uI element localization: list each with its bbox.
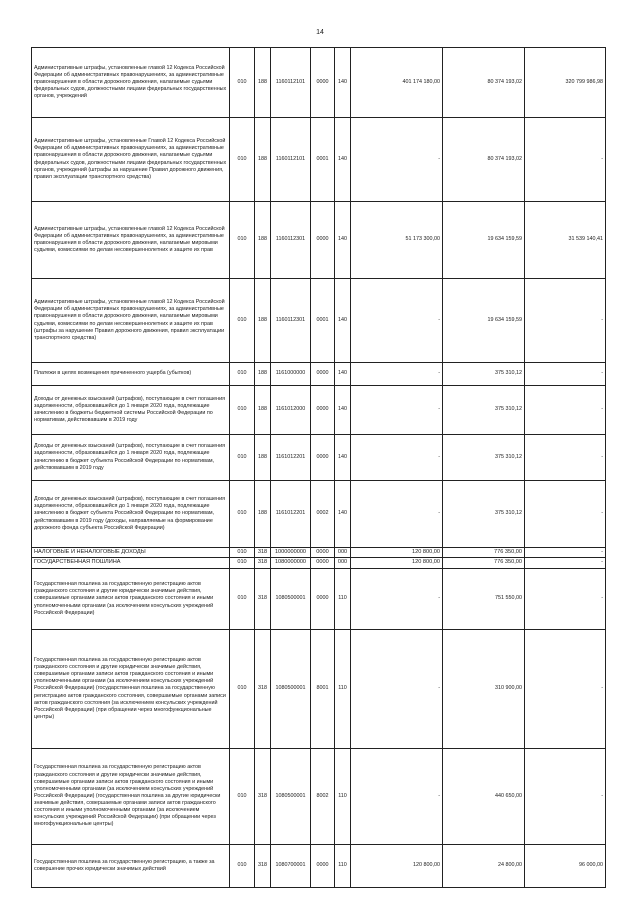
value-plan: 401 174 180,00 [351,48,443,118]
value-executed: 375 310,12 [443,435,525,481]
value-remaining: - [525,749,606,845]
code-classification: 110 [335,630,351,749]
value-remaining: - [525,548,606,558]
code-chapter: 010 [230,386,255,435]
code-income-type: 1080000000 [271,558,311,569]
code-subtype: 0002 [311,481,335,548]
value-remaining: - [525,118,606,202]
code-income-type: 1161012201 [271,435,311,481]
code-classification: 110 [335,845,351,888]
table-row [32,558,606,569]
code-income-type: 1160112101 [271,118,311,202]
code-admin: 188 [255,48,271,118]
table-row [32,548,606,558]
code-admin: 318 [255,630,271,749]
value-executed: 751 550,00 [443,569,525,630]
value-remaining: - [525,481,606,548]
row-description: Административные штрафы, установленные главой 12 Кодекса Российской Федерации об административных правонарушениях, за административные правонарушения в области дорожного движения, налагаемые мировыми судьями, комиссиями по делам несовершеннолетних и защите их прав (штрафы за нарушение Правил дорожного движения, правил эксплуатации транспортного средства) [32,279,230,363]
table-row [32,749,606,845]
code-income-type: 1000000000 [271,548,311,558]
code-admin: 188 [255,386,271,435]
value-remaining: - [525,279,606,363]
code-chapter: 010 [230,48,255,118]
value-executed: 375 310,12 [443,386,525,435]
value-remaining: - [525,630,606,749]
value-remaining: - [525,386,606,435]
value-plan: - [351,569,443,630]
table-row [32,435,606,481]
code-chapter: 010 [230,548,255,558]
table-row [32,118,606,202]
code-classification: 140 [335,363,351,386]
code-chapter: 010 [230,569,255,630]
table-row [32,481,606,548]
value-plan: 120 800,00 [351,548,443,558]
code-classification: 140 [335,435,351,481]
table-row [32,202,606,279]
value-executed: 24 800,00 [443,845,525,888]
value-executed: 80 374 193,02 [443,48,525,118]
code-admin: 188 [255,435,271,481]
code-chapter: 010 [230,749,255,845]
code-subtype: 0000 [311,558,335,569]
code-income-type: 1161000000 [271,363,311,386]
code-subtype: 0000 [311,202,335,279]
code-subtype: 0000 [311,435,335,481]
table-row [32,569,606,630]
code-classification: 140 [335,386,351,435]
value-executed: 80 374 193,02 [443,118,525,202]
row-description: Государственная пошлина за государственную регистрацию актов гражданского состояния и другие юридически значимые действия, совершаемые органами записи актов гражданского состояния и иными уполномоченными органами (за исключением консульских учреждений Российской Федерации) (государственная пошлина за государственную регистрацию актов гражданского состояния, совершаемые органами записи актов гражданского состояния (за исключением консульских учреждений Российской Федерации) (при обращении через многофункциональные центры) [32,630,230,749]
code-income-type: 1160112301 [271,279,311,363]
value-executed: 375 310,12 [443,363,525,386]
value-remaining: 96 000,00 [525,845,606,888]
row-description: Доходы от денежных взысканий (штрафов), поступающие в счет погашения задолженности, образовавшейся до 1 января 2020 года, подлежащие зачислению в бюджеты бюджетной системы Российской Федерации по нормативам, действовавшим в 2019 году [32,386,230,435]
code-chapter: 010 [230,118,255,202]
code-classification: 140 [335,202,351,279]
code-income-type: 1160112101 [271,48,311,118]
code-classification: 140 [335,118,351,202]
value-remaining: - [525,435,606,481]
code-chapter: 010 [230,202,255,279]
code-income-type: 1080500001 [271,749,311,845]
row-description: Государственная пошлина за государственную регистрацию, а также за совершение прочих юридически значимых действий [32,845,230,888]
code-subtype: 0001 [311,279,335,363]
value-plan: - [351,386,443,435]
value-executed: 440 650,00 [443,749,525,845]
value-executed: 19 634 159,59 [443,279,525,363]
code-income-type: 1080700001 [271,845,311,888]
code-subtype: 0001 [311,118,335,202]
code-chapter: 010 [230,363,255,386]
code-subtype: 8001 [311,630,335,749]
code-admin: 318 [255,845,271,888]
page-number: 14 [316,29,324,36]
code-admin: 318 [255,569,271,630]
value-executed: 776 350,00 [443,548,525,558]
value-plan: - [351,435,443,481]
code-income-type: 1160112301 [271,202,311,279]
row-description: Платежи в целях возмещения причиненного ущерба (убытков) [32,363,230,386]
code-admin: 318 [255,548,271,558]
code-admin: 188 [255,363,271,386]
value-plan: - [351,279,443,363]
code-income-type: 1161012201 [271,481,311,548]
code-classification: 140 [335,481,351,548]
code-subtype: 0000 [311,845,335,888]
code-classification: 000 [335,558,351,569]
code-classification: 000 [335,548,351,558]
code-chapter: 010 [230,435,255,481]
value-plan: 120 800,00 [351,558,443,569]
value-plan: - [351,630,443,749]
value-remaining: - [525,558,606,569]
table-row [32,386,606,435]
code-subtype: 0000 [311,386,335,435]
row-description: Административные штрафы, установленные главой 12 Кодекса Российской Федерации об административных правонарушениях, за административные правонарушения в области дорожного движения, налагаемые судьями федеральных судов, должностными лицами федеральных государственных органов, учреждений [32,48,230,118]
value-remaining: 31 539 140,41 [525,202,606,279]
code-classification: 110 [335,569,351,630]
code-subtype: 0000 [311,569,335,630]
code-admin: 318 [255,558,271,569]
row-description: Административные штрафы, установленные главой 12 Кодекса Российской Федерации об административных правонарушениях, за административные правонарушения в области дорожного движения, налагаемые мировыми судьями, комиссиями по делам несовершеннолетних и защите их прав [32,202,230,279]
code-classification: 140 [335,48,351,118]
value-plan: 51 173 300,00 [351,202,443,279]
code-chapter: 010 [230,481,255,548]
value-remaining: - [525,569,606,630]
code-admin: 188 [255,481,271,548]
value-executed: 19 634 159,59 [443,202,525,279]
value-plan: 120 800,00 [351,845,443,888]
code-admin: 318 [255,749,271,845]
code-income-type: 1161012000 [271,386,311,435]
row-description: Государственная пошлина за государственную регистрацию актов гражданского состояния и другие юридически значимые действия, совершаемые органами записи актов гражданского состояния и иными уполномоченными органами (за исключением консульских учреждений Российской Федерации) (государственная пошлина за другие юридически значимые действия, совершаемые органами записи актов гражданского состояния и иными уполномоченными органами (за исключением консульских учреждений Российской Федерации) (при обращении через многофункциональные центры) [32,749,230,845]
value-plan: - [351,749,443,845]
code-chapter: 010 [230,558,255,569]
code-chapter: 010 [230,845,255,888]
code-admin: 188 [255,202,271,279]
code-income-type: 1080500001 [271,569,311,630]
row-description: НАЛОГОВЫЕ И НЕНАЛОГОВЫЕ ДОХОДЫ [32,548,230,558]
budget-income-table [31,47,606,888]
code-subtype: 0000 [311,548,335,558]
row-description: Государственная пошлина за государственную регистрацию актов гражданского состояния и другие юридически значимые действия, совершаемые органами записи актов гражданского состояния и иными уполномоченными органами (за исключением консульских учреждений Российской Федерации) [32,569,230,630]
table-row [32,363,606,386]
code-subtype: 8002 [311,749,335,845]
table-row [32,630,606,749]
code-classification: 140 [335,279,351,363]
value-plan: - [351,363,443,386]
value-executed: 310 900,00 [443,630,525,749]
code-subtype: 0000 [311,363,335,386]
value-plan: - [351,118,443,202]
code-admin: 188 [255,279,271,363]
code-income-type: 1080500001 [271,630,311,749]
row-description: Доходы от денежных взысканий (штрафов), поступающие в счет погашения задолженности, образовавшейся до 1 января 2020 года, подлежащие зачислению в бюджет субъекта Российской Федерации по нормативам, действовавшим в 2019 году [32,435,230,481]
row-description: ГОСУДАРСТВЕННАЯ ПОШЛИНА [32,558,230,569]
table-row [32,48,606,118]
code-subtype: 0000 [311,48,335,118]
value-plan: - [351,481,443,548]
table-row [32,279,606,363]
row-description: Доходы от денежных взысканий (штрафов), поступающие в счет погашения задолженности, образовавшейся до 1 января 2020 года, подлежащие зачислению в бюджет субъекта Российской Федерации по нормативам, действовавшим в 2019 году (доходы, направляемые на формирование дорожного фонда субъекта Российской Федерации) [32,481,230,548]
code-chapter: 010 [230,630,255,749]
code-classification: 110 [335,749,351,845]
code-admin: 188 [255,118,271,202]
value-remaining: - [525,363,606,386]
table-row [32,845,606,888]
value-remaining: 320 799 986,98 [525,48,606,118]
row-description: Административные штрафы, установленные Главой 12 Кодекса Российской Федерации об административных правонарушениях, за административные правонарушения в области дорожного движения, налагаемые судьями федеральных судов, должностными лицами федеральных государственных органов, учреждений (штрафы за нарушение Правил дорожного движения, правил эксплуатации транспортного средства) [32,118,230,202]
value-executed: 776 350,00 [443,558,525,569]
value-executed: 375 310,12 [443,481,525,548]
code-chapter: 010 [230,279,255,363]
